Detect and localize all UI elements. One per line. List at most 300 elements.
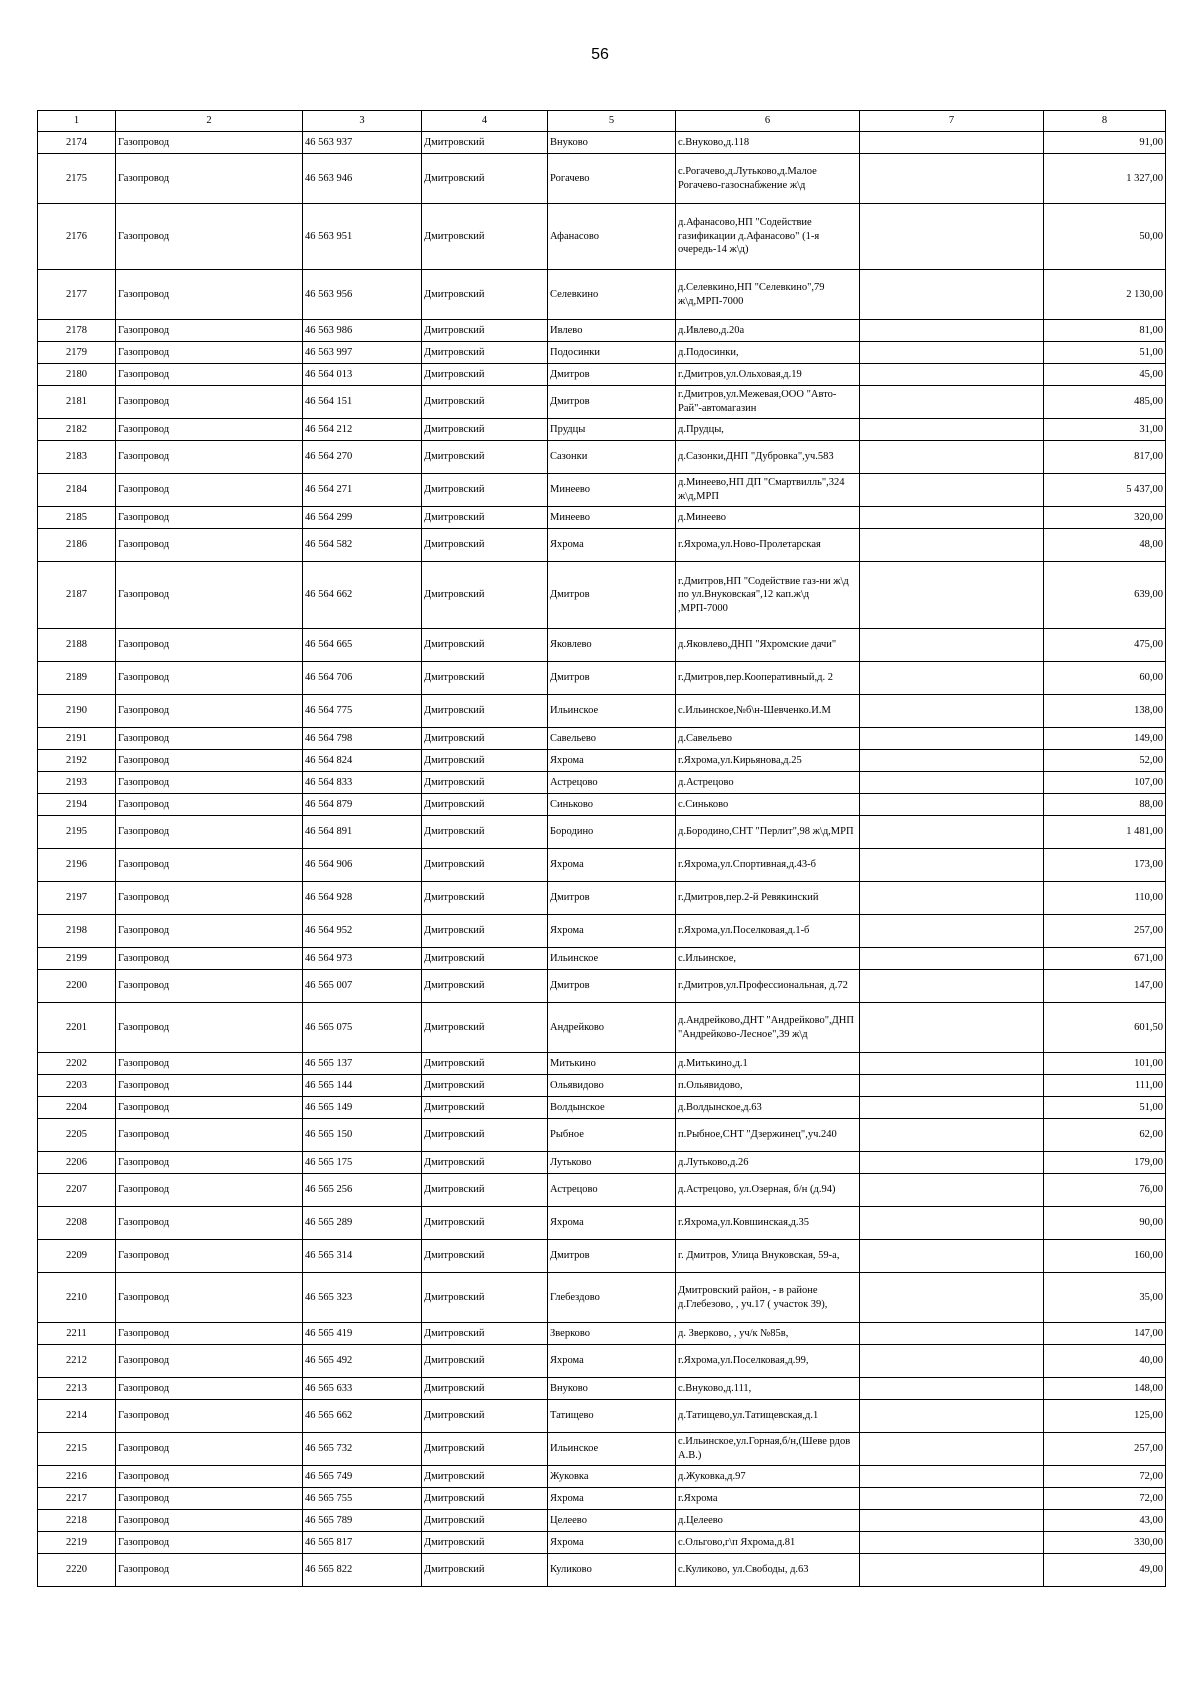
address-cell: д.Астрецово, ул.Озерная, б/н (д.94) [676,1174,860,1207]
table-row [38,320,1166,342]
table-row [38,1119,1166,1152]
value-cell: 40,00 [1044,1345,1166,1378]
extra-cell [860,794,1044,816]
locality-cell: Рыбное [548,1119,676,1152]
extra-cell [860,364,1044,386]
extra-cell [860,1075,1044,1097]
object-type-cell: Газопровод [116,154,303,204]
locality-cell: Яхрома [548,529,676,562]
table-row [38,882,1166,915]
table-row [38,794,1166,816]
code-cell: 46 565 662 [303,1400,422,1433]
district-cell: Дмитровский [422,1345,548,1378]
table-row [38,1240,1166,1273]
code-cell: 46 564 665 [303,629,422,662]
row-number-cell: 2191 [38,728,116,750]
district-cell: Дмитровский [422,970,548,1003]
column-header: 2 [116,111,303,132]
table-row [38,1053,1166,1075]
object-type-cell: Газопровод [116,629,303,662]
table-row [38,1378,1166,1400]
row-number-cell: 2188 [38,629,116,662]
object-type-cell: Газопровод [116,342,303,364]
value-cell: 147,00 [1044,970,1166,1003]
locality-cell: Сазонки [548,441,676,474]
district-cell: Дмитровский [422,204,548,270]
district-cell: Дмитровский [422,629,548,662]
table-row [38,1400,1166,1433]
district-cell: Дмитровский [422,474,548,507]
column-header: 7 [860,111,1044,132]
table-row [38,1510,1166,1532]
object-type-cell: Газопровод [116,695,303,728]
table-row [38,1532,1166,1554]
district-cell: Дмитровский [422,1433,548,1466]
extra-cell [860,320,1044,342]
locality-cell: Ильинское [548,948,676,970]
locality-cell: Ильинское [548,695,676,728]
address-cell: г.Яхрома,ул.Ново-Пролетарская [676,529,860,562]
code-cell: 46 565 137 [303,1053,422,1075]
value-cell: 50,00 [1044,204,1166,270]
extra-cell [860,882,1044,915]
row-number-cell: 2179 [38,342,116,364]
code-cell: 46 565 633 [303,1378,422,1400]
code-cell: 46 564 952 [303,915,422,948]
code-cell: 46 565 149 [303,1097,422,1119]
locality-cell: Астрецово [548,1174,676,1207]
value-cell: 2 130,00 [1044,270,1166,320]
row-number-cell: 2213 [38,1378,116,1400]
extra-cell [860,386,1044,419]
object-type-cell: Газопровод [116,474,303,507]
object-type-cell: Газопровод [116,750,303,772]
value-cell: 125,00 [1044,1400,1166,1433]
object-type-cell: Газопровод [116,1345,303,1378]
district-cell: Дмитровский [422,1152,548,1174]
value-cell: 475,00 [1044,629,1166,662]
extra-cell [860,695,1044,728]
object-type-cell: Газопровод [116,970,303,1003]
extra-cell [860,1400,1044,1433]
table-row [38,1433,1166,1466]
value-cell: 601,50 [1044,1003,1166,1053]
table-row [38,1273,1166,1323]
table-row [38,948,1166,970]
extra-cell [860,915,1044,948]
value-cell: 107,00 [1044,772,1166,794]
object-type-cell: Газопровод [116,1119,303,1152]
locality-cell: Андрейково [548,1003,676,1053]
address-cell: д.Яковлево,ДНП "Яхромские дачи" [676,629,860,662]
object-type-cell: Газопровод [116,1510,303,1532]
extra-cell [860,1532,1044,1554]
table-row [38,529,1166,562]
table-row [38,507,1166,529]
table-row [38,441,1166,474]
registry-table [37,110,1166,1587]
object-type-cell: Газопровод [116,1003,303,1053]
code-cell: 46 565 256 [303,1174,422,1207]
locality-cell: Минеево [548,507,676,529]
address-cell: с.Синьково [676,794,860,816]
district-cell: Дмитровский [422,915,548,948]
address-cell: д.Астрецово [676,772,860,794]
address-cell: д.Лутьково,д.26 [676,1152,860,1174]
locality-cell: Афанасово [548,204,676,270]
code-cell: 46 564 891 [303,816,422,849]
code-cell: 46 563 937 [303,132,422,154]
address-cell: с.Ильинское,ул.Горная,б/н,(Шеве рдов А.В.) [676,1433,860,1466]
value-cell: 60,00 [1044,662,1166,695]
value-cell: 257,00 [1044,1433,1166,1466]
row-number-cell: 2203 [38,1075,116,1097]
address-cell: г.Дмитров,ул.Профессиональная, д.72 [676,970,860,1003]
object-type-cell: Газопровод [116,1207,303,1240]
code-cell: 46 564 151 [303,386,422,419]
extra-cell [860,1273,1044,1323]
extra-cell [860,772,1044,794]
object-type-cell: Газопровод [116,1240,303,1273]
extra-cell [860,132,1044,154]
extra-cell [860,1119,1044,1152]
table-row [38,1174,1166,1207]
row-number-cell: 2208 [38,1207,116,1240]
address-cell: д.Минеево,НП ДП "Смартвилль",324 ж\д,МРП [676,474,860,507]
value-cell: 31,00 [1044,419,1166,441]
row-number-cell: 2198 [38,915,116,948]
table-row [38,750,1166,772]
table-row [38,154,1166,204]
row-number-cell: 2182 [38,419,116,441]
row-number-cell: 2202 [38,1053,116,1075]
value-cell: 43,00 [1044,1510,1166,1532]
column-header: 3 [303,111,422,132]
row-number-cell: 2177 [38,270,116,320]
value-cell: 72,00 [1044,1488,1166,1510]
locality-cell: Минеево [548,474,676,507]
address-cell: д.Целеево [676,1510,860,1532]
object-type-cell: Газопровод [116,882,303,915]
district-cell: Дмитровский [422,386,548,419]
extra-cell [860,204,1044,270]
address-cell: д. Зверково, , уч/к №85в, [676,1323,860,1345]
value-cell: 5 437,00 [1044,474,1166,507]
table-row [38,1152,1166,1174]
object-type-cell: Газопровод [116,662,303,695]
district-cell: Дмитровский [422,772,548,794]
object-type-cell: Газопровод [116,441,303,474]
code-cell: 46 563 951 [303,204,422,270]
locality-cell: Астрецово [548,772,676,794]
extra-cell [860,1466,1044,1488]
code-cell: 46 564 775 [303,695,422,728]
extra-cell [860,1207,1044,1240]
district-cell: Дмитровский [422,662,548,695]
address-cell: д.Ивлево,д.20а [676,320,860,342]
locality-cell: Бородино [548,816,676,849]
address-cell: с.Внуково,д.111, [676,1378,860,1400]
code-cell: 46 564 879 [303,794,422,816]
value-cell: 62,00 [1044,1119,1166,1152]
locality-cell: Митькино [548,1053,676,1075]
locality-cell: Дмитров [548,970,676,1003]
code-cell: 46 564 906 [303,849,422,882]
code-cell: 46 563 997 [303,342,422,364]
table-row [38,1323,1166,1345]
row-number-cell: 2200 [38,970,116,1003]
object-type-cell: Газопровод [116,1532,303,1554]
row-number-cell: 2216 [38,1466,116,1488]
district-cell: Дмитровский [422,695,548,728]
table-row [38,849,1166,882]
district-cell: Дмитровский [422,1554,548,1587]
value-cell: 48,00 [1044,529,1166,562]
table-row [38,1097,1166,1119]
table-row [38,1207,1166,1240]
code-cell: 46 564 662 [303,562,422,629]
locality-cell: Целеево [548,1510,676,1532]
value-cell: 639,00 [1044,562,1166,629]
value-cell: 1 481,00 [1044,816,1166,849]
district-cell: Дмитровский [422,849,548,882]
address-cell: д.Прудцы, [676,419,860,441]
table-body [38,132,1166,1587]
district-cell: Дмитровский [422,1097,548,1119]
value-cell: 671,00 [1044,948,1166,970]
value-cell: 35,00 [1044,1273,1166,1323]
object-type-cell: Газопровод [116,204,303,270]
row-number-cell: 2184 [38,474,116,507]
row-number-cell: 2209 [38,1240,116,1273]
object-type-cell: Газопровод [116,507,303,529]
extra-cell [860,270,1044,320]
table-row [38,772,1166,794]
column-header: 1 [38,111,116,132]
object-type-cell: Газопровод [116,1323,303,1345]
value-cell: 147,00 [1044,1323,1166,1345]
locality-cell: Яхрома [548,1207,676,1240]
extra-cell [860,1488,1044,1510]
locality-cell: Жуковка [548,1466,676,1488]
code-cell: 46 564 833 [303,772,422,794]
code-cell: 46 565 749 [303,1466,422,1488]
address-cell: с.Куликово, ул.Свободы, д.63 [676,1554,860,1587]
row-number-cell: 2215 [38,1433,116,1466]
object-type-cell: Газопровод [116,529,303,562]
district-cell: Дмитровский [422,1207,548,1240]
locality-cell: Рогачево [548,154,676,204]
code-cell: 46 565 289 [303,1207,422,1240]
extra-cell [860,948,1044,970]
code-cell: 46 565 144 [303,1075,422,1097]
value-cell: 257,00 [1044,915,1166,948]
code-cell: 46 565 419 [303,1323,422,1345]
row-number-cell: 2196 [38,849,116,882]
row-number-cell: 2201 [38,1003,116,1053]
object-type-cell: Газопровод [116,728,303,750]
address-cell: с.Ольгово,г\п Яхрома,д.81 [676,1532,860,1554]
code-cell: 46 565 075 [303,1003,422,1053]
value-cell: 81,00 [1044,320,1166,342]
row-number-cell: 2206 [38,1152,116,1174]
row-number-cell: 2183 [38,441,116,474]
district-cell: Дмитровский [422,320,548,342]
district-cell: Дмитровский [422,342,548,364]
address-cell: г.Дмитров,пер.2-й Ревякинский [676,882,860,915]
table-row [38,1003,1166,1053]
address-cell: д.Минеево [676,507,860,529]
address-cell: д.Афанасово,НП "Содействие газификации д.Афанасово" (1-я очередь-14 ж\д) [676,204,860,270]
row-number-cell: 2178 [38,320,116,342]
extra-cell [860,1323,1044,1345]
object-type-cell: Газопровод [116,948,303,970]
extra-cell [860,750,1044,772]
object-type-cell: Газопровод [116,1152,303,1174]
object-type-cell: Газопровод [116,849,303,882]
district-cell: Дмитровский [422,364,548,386]
address-cell: д.Бородино,СНТ "Перлит",98 ж\д,МРП [676,816,860,849]
code-cell: 46 564 013 [303,364,422,386]
value-cell: 76,00 [1044,1174,1166,1207]
code-cell: 46 565 150 [303,1119,422,1152]
table-row [38,728,1166,750]
table-row [38,204,1166,270]
address-cell: г.Яхрома,ул.Поселковая,д.1-б [676,915,860,948]
row-number-cell: 2197 [38,882,116,915]
locality-cell: Яхрома [548,1488,676,1510]
object-type-cell: Газопровод [116,772,303,794]
table-row [38,342,1166,364]
district-cell: Дмитровский [422,1003,548,1053]
locality-cell: Прудцы [548,419,676,441]
object-type-cell: Газопровод [116,1466,303,1488]
code-cell: 46 565 314 [303,1240,422,1273]
locality-cell: Татищево [548,1400,676,1433]
address-cell: г.Дмитров,пер.Кооперативный,д. 2 [676,662,860,695]
code-cell: 46 565 822 [303,1554,422,1587]
value-cell: 110,00 [1044,882,1166,915]
row-number-cell: 2210 [38,1273,116,1323]
extra-cell [860,1097,1044,1119]
extra-cell [860,1554,1044,1587]
row-number-cell: 2193 [38,772,116,794]
district-cell: Дмитровский [422,1323,548,1345]
locality-cell: Селевкино [548,270,676,320]
object-type-cell: Газопровод [116,270,303,320]
value-cell: 101,00 [1044,1053,1166,1075]
value-cell: 51,00 [1044,1097,1166,1119]
address-cell: г.Яхрома,ул.Кирьянова,д.25 [676,750,860,772]
column-header: 6 [676,111,860,132]
district-cell: Дмитровский [422,1532,548,1554]
district-cell: Дмитровский [422,419,548,441]
district-cell: Дмитровский [422,529,548,562]
object-type-cell: Газопровод [116,1378,303,1400]
district-cell: Дмитровский [422,882,548,915]
row-number-cell: 2194 [38,794,116,816]
object-type-cell: Газопровод [116,320,303,342]
address-cell: г.Яхрома,ул.Спортивная,д.43-б [676,849,860,882]
locality-cell: Внуково [548,132,676,154]
address-cell: г.Дмитров,ул.Ольховая,д.19 [676,364,860,386]
object-type-cell: Газопровод [116,1400,303,1433]
table-row [38,419,1166,441]
code-cell: 46 564 582 [303,529,422,562]
extra-cell [860,1053,1044,1075]
locality-cell: Внуково [548,1378,676,1400]
address-cell: д.Митькино,д.1 [676,1053,860,1075]
row-number-cell: 2181 [38,386,116,419]
table-row [38,132,1166,154]
code-cell: 46 563 946 [303,154,422,204]
table-row [38,364,1166,386]
district-cell: Дмитровский [422,1240,548,1273]
value-cell: 51,00 [1044,342,1166,364]
column-header: 5 [548,111,676,132]
address-cell: д.Андрейково,ДНТ "Андрейково",ДНП "Андрейково-Лесное",39 ж\д [676,1003,860,1053]
extra-cell [860,728,1044,750]
extra-cell [860,441,1044,474]
extra-cell [860,1433,1044,1466]
extra-cell [860,1174,1044,1207]
locality-cell: Яхрома [548,750,676,772]
value-cell: 91,00 [1044,132,1166,154]
code-cell: 46 564 270 [303,441,422,474]
address-cell: д.Волдынское,д.63 [676,1097,860,1119]
row-number-cell: 2192 [38,750,116,772]
address-cell: г.Яхрома,ул.Поселковая,д.99, [676,1345,860,1378]
value-cell: 485,00 [1044,386,1166,419]
district-cell: Дмитровский [422,562,548,629]
address-cell: д.Татищево,ул.Татищевская,д.1 [676,1400,860,1433]
row-number-cell: 2207 [38,1174,116,1207]
extra-cell [860,629,1044,662]
district-cell: Дмитровский [422,1075,548,1097]
extra-cell [860,529,1044,562]
locality-cell: Ивлево [548,320,676,342]
extra-cell [860,1510,1044,1532]
address-cell: п.Ольявидово, [676,1075,860,1097]
code-cell: 46 564 973 [303,948,422,970]
table-row [38,816,1166,849]
district-cell: Дмитровский [422,948,548,970]
value-cell: 330,00 [1044,1532,1166,1554]
address-cell: д.Подосинки, [676,342,860,364]
district-cell: Дмитровский [422,750,548,772]
value-cell: 52,00 [1044,750,1166,772]
row-number-cell: 2199 [38,948,116,970]
locality-cell: Куликово [548,1554,676,1587]
address-cell: с.Рогачево,д.Лутьково,д.Малое Рогачево-газоснабжение ж\д [676,154,860,204]
district-cell: Дмитровский [422,1466,548,1488]
locality-cell: Синьково [548,794,676,816]
address-cell: г. Дмитров, Улица Внуковская, 59-а, [676,1240,860,1273]
object-type-cell: Газопровод [116,1554,303,1587]
district-cell: Дмитровский [422,270,548,320]
code-cell: 46 564 928 [303,882,422,915]
code-cell: 46 564 824 [303,750,422,772]
row-number-cell: 2211 [38,1323,116,1345]
address-cell: д.Сазонки,ДНП "Дубровка",уч.583 [676,441,860,474]
district-cell: Дмитровский [422,441,548,474]
value-cell: 138,00 [1044,695,1166,728]
row-number-cell: 2195 [38,816,116,849]
district-cell: Дмитровский [422,1273,548,1323]
locality-cell: Дмитров [548,882,676,915]
object-type-cell: Газопровод [116,562,303,629]
value-cell: 160,00 [1044,1240,1166,1273]
